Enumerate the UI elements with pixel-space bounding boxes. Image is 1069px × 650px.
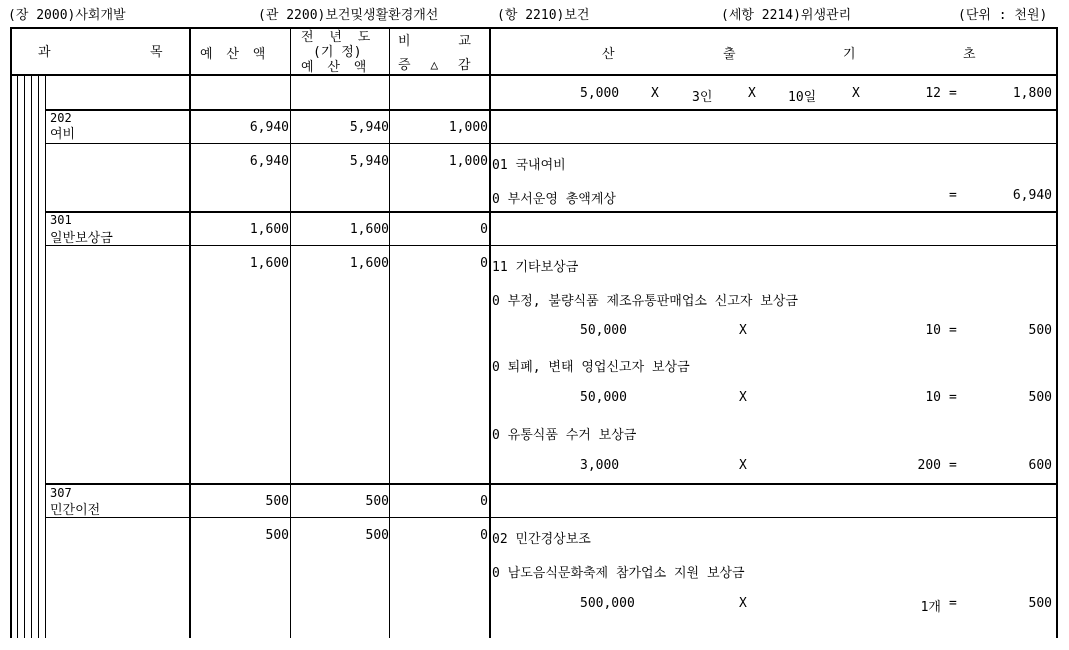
calc-amount: 3,000 — [580, 458, 620, 473]
calc-total: 500 — [1028, 323, 1052, 338]
account-name: 일반보상금 — [50, 231, 113, 246]
prev-budget-value: 500 — [365, 528, 389, 543]
prev-budget-value: 5,940 — [349, 154, 389, 169]
header-divider — [10, 74, 1058, 76]
col-prev-1: 전 년 도 — [301, 30, 371, 45]
diff-value: 0 — [480, 222, 488, 237]
col-prev-3: 예 산 액 — [301, 60, 367, 75]
col-basis-1: 산 — [602, 47, 615, 62]
unit-label: (단위 : 천원) — [958, 8, 1048, 23]
budget-value: 6,940 — [249, 154, 289, 169]
account-name: 여비 — [50, 127, 76, 142]
prev-budget-value: 1,600 — [349, 222, 389, 237]
equals-sign: = — [949, 458, 957, 473]
diff-value: 0 — [480, 256, 488, 271]
calc-amount: 500,000 — [580, 596, 635, 611]
hierarchy-line — [31, 75, 32, 638]
item-label: (항 2210)보건 — [497, 8, 590, 23]
calc-total: 1,800 — [1012, 86, 1052, 101]
calc-total: 6,940 — [1012, 188, 1052, 203]
calc-total: 500 — [1028, 390, 1052, 405]
row-line — [45, 245, 1058, 246]
detail-title: 11 기타보상금 — [492, 260, 579, 275]
calc-count: 1개 — [920, 600, 941, 615]
col-subject-b: 목 — [150, 45, 163, 60]
hierarchy-line — [45, 75, 46, 638]
calc-amount: 50,000 — [580, 390, 627, 405]
prev-budget-value: 500 — [365, 494, 389, 509]
detail-title: 01 국내여비 — [492, 158, 566, 173]
calc-count: 200 — [917, 458, 941, 473]
diff-value: 1,000 — [448, 154, 488, 169]
calc-count: 10 — [925, 390, 941, 405]
hierarchy-line — [24, 75, 25, 638]
account-code: 301 — [50, 213, 72, 227]
diff-value: 0 — [480, 494, 488, 509]
multiply-sign: X — [739, 323, 747, 338]
col-line — [189, 27, 191, 638]
equals-sign: = — [949, 596, 957, 611]
col-compare-2: 증 △ 감 — [398, 58, 471, 73]
detail-item: 0 부서운영 총액계상 — [492, 192, 616, 207]
prev-budget-value: 5,940 — [349, 120, 389, 135]
budget-value: 1,600 — [249, 256, 289, 271]
detail-item: 0 부정, 불량식품 제조유통판매업소 신고자 보상금 — [492, 294, 798, 309]
multiply-sign: X — [852, 86, 860, 101]
row-line — [45, 211, 1058, 213]
calc-amount: 50,000 — [580, 323, 627, 338]
col-subject-a: 과 — [38, 45, 51, 60]
calc-count: 10 — [925, 323, 941, 338]
hierarchy-line — [38, 75, 39, 638]
multiply-sign: X — [651, 86, 659, 101]
equals-sign: = — [949, 86, 957, 101]
account-name: 민간이전 — [50, 503, 101, 518]
hierarchy-line — [17, 75, 18, 638]
subitem-label: (세항 2214)위생관리 — [721, 8, 852, 23]
equals-sign: = — [949, 323, 957, 338]
col-budget: 예 산 액 — [200, 47, 266, 62]
calc-count: 12 — [925, 86, 941, 101]
account-code: 307 — [50, 486, 72, 500]
detail-item: 0 남도음식문화축제 참가업소 지원 보상금 — [492, 566, 745, 581]
col-prev-2: (기 정) — [313, 45, 362, 60]
col-line — [389, 27, 390, 638]
calc-total: 500 — [1028, 596, 1052, 611]
multiply-sign: X — [739, 458, 747, 473]
budget-value: 1,600 — [249, 222, 289, 237]
prev-budget-value: 1,600 — [349, 256, 389, 271]
col-compare-1: 비 교 — [398, 34, 471, 49]
calc-total: 600 — [1028, 458, 1052, 473]
account-code: 202 — [50, 111, 72, 125]
diff-value: 0 — [480, 528, 488, 543]
multiply-sign: X — [739, 596, 747, 611]
row-line — [45, 483, 1058, 485]
row-line — [45, 143, 1058, 144]
multiply-sign: X — [748, 86, 756, 101]
budget-value: 500 — [265, 528, 289, 543]
row-line — [45, 109, 1058, 111]
section-label: (관 2200)보건및생활환경개선 — [258, 8, 439, 23]
col-basis-4: 초 — [963, 47, 976, 62]
budget-value: 500 — [265, 494, 289, 509]
detail-item: 0 유통식품 수거 보상금 — [492, 428, 637, 443]
col-basis-3: 기 — [843, 47, 856, 62]
chapter-label: (장 2000)사회개발 — [8, 8, 126, 23]
equals-sign: = — [949, 390, 957, 405]
calc-days: 10일 — [788, 90, 817, 105]
col-line — [290, 27, 291, 638]
calc-persons: 3인 — [692, 90, 713, 105]
budget-value: 6,940 — [249, 120, 289, 135]
col-basis-2: 출 — [723, 47, 736, 62]
equals-sign: = — [949, 188, 957, 203]
detail-item: 0 퇴폐, 변태 영업신고자 보상금 — [492, 360, 690, 375]
multiply-sign: X — [739, 390, 747, 405]
row-line — [45, 517, 1058, 518]
calc-amount: 5,000 — [580, 86, 620, 101]
diff-value: 1,000 — [448, 120, 488, 135]
col-line — [489, 27, 491, 638]
detail-title: 02 민간경상보조 — [492, 532, 591, 547]
